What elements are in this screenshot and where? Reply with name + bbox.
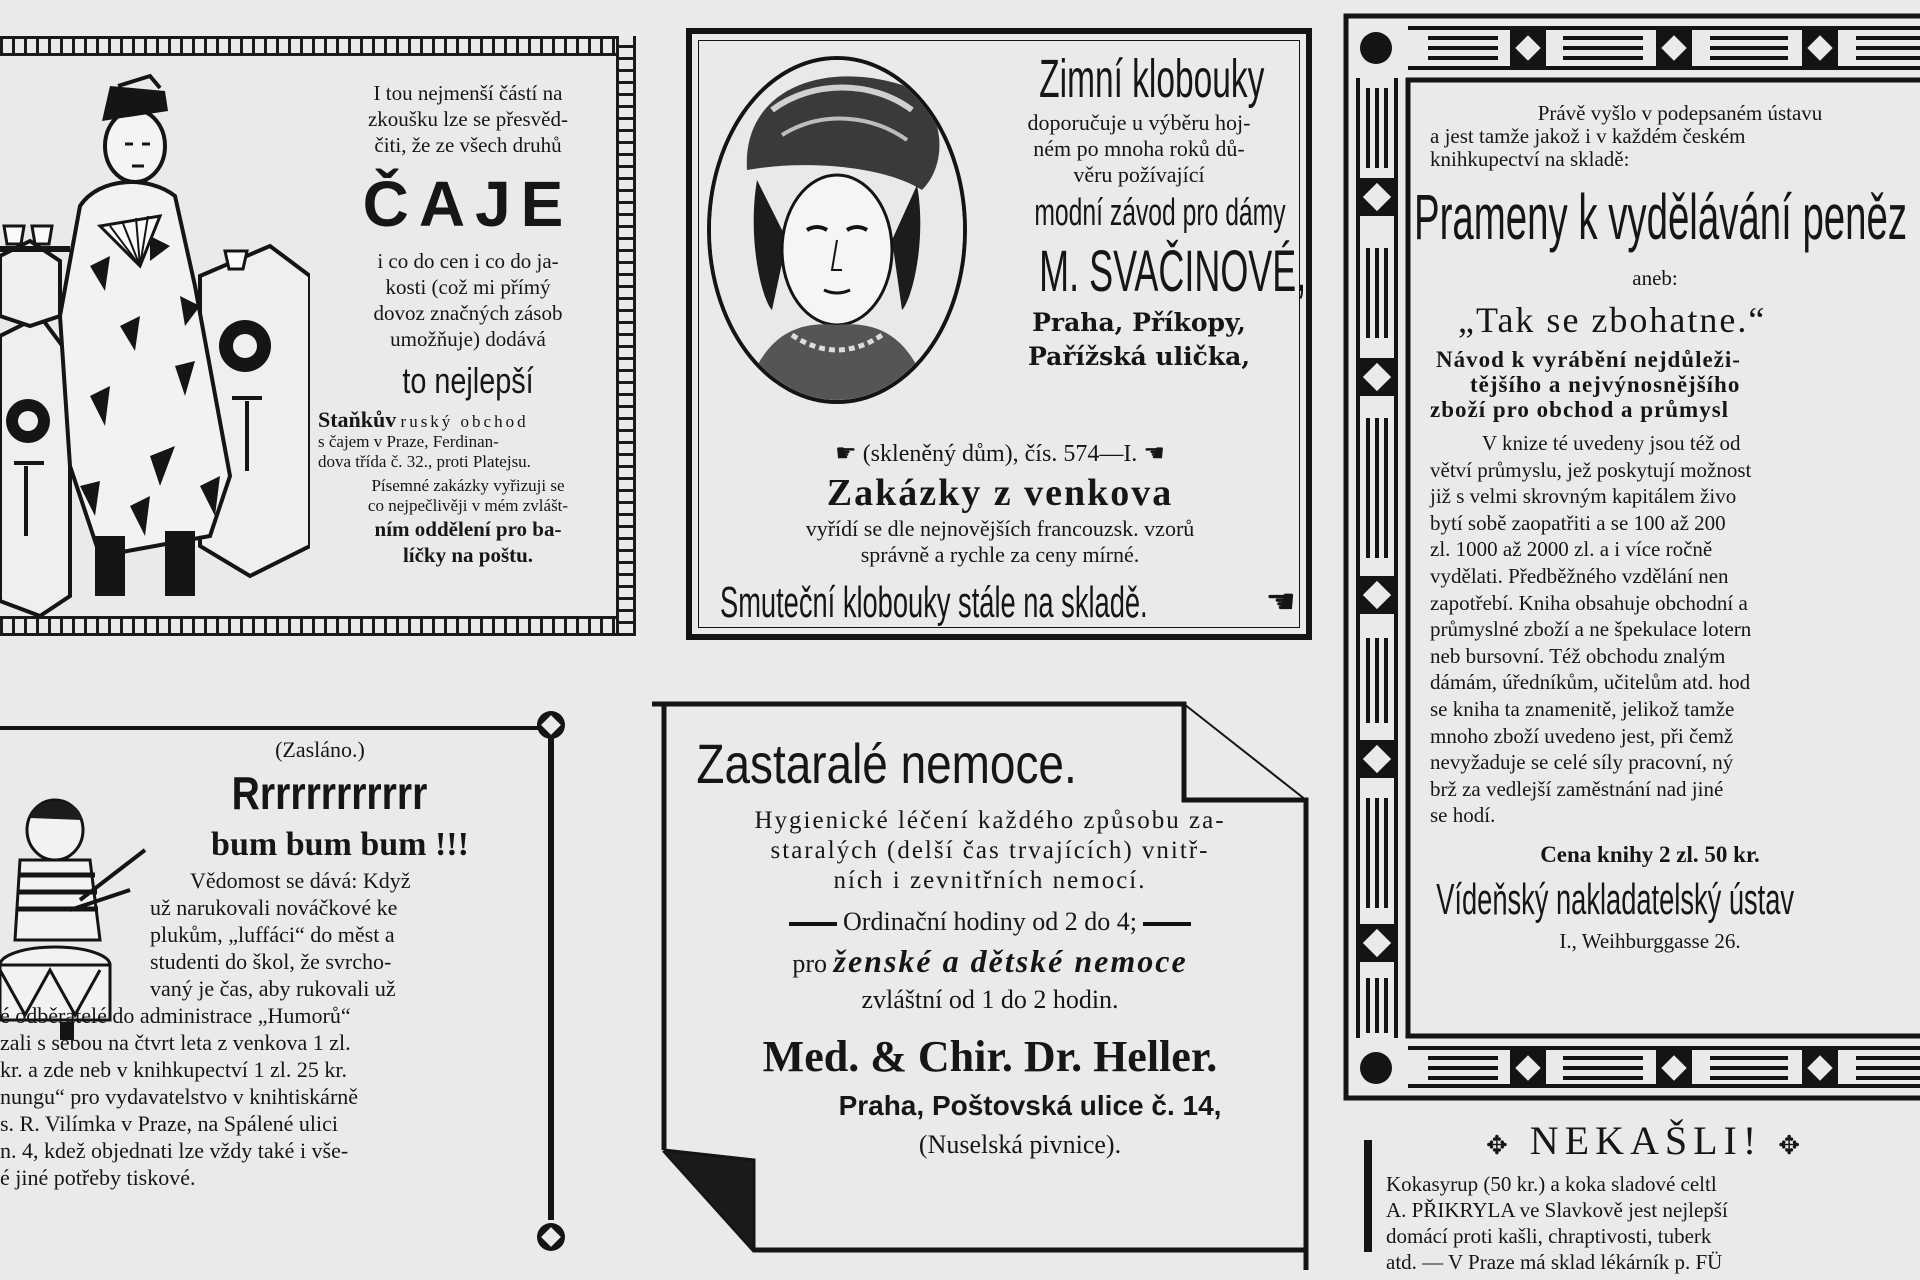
tea-ad-text	[318, 80, 618, 568]
drum-ad-subtitle: bum bum bum !!!	[211, 826, 469, 863]
book-intro-line: knihkupectví na skladě:	[1430, 147, 1630, 171]
tea-shop-line: dova třída č. 32., proti Platejsu.	[318, 452, 531, 471]
book-intro-line: a jest tamže jakož i v každém českém	[1430, 124, 1746, 148]
disease-body-line: ních i zevnitřních nemocí.	[833, 867, 1147, 894]
dash-rule	[789, 922, 837, 926]
drum-ad-side-rule	[548, 720, 554, 1220]
drum-advertisement	[0, 690, 580, 1270]
book-body-line: větví průmyslu, jež poskytují možnost	[1430, 457, 1752, 482]
drum-ad-line: s. R. Vilímka v Praze, na Spálené ulici	[0, 1111, 338, 1136]
tea-body-line: umožňuje) dodává	[390, 327, 546, 351]
book-body-line: nevyžaduje se celé síly pracovní, ný	[1430, 750, 1734, 775]
book-body-line: již s velmi skrovným kapitálem živo	[1430, 484, 1737, 509]
drum-ad-line: studenti do škol, že svrcho-	[150, 949, 392, 974]
corner-ornament-icon	[534, 1220, 568, 1254]
pointing-hand-icon: ☚	[1143, 441, 1165, 467]
greek-key-border-right	[616, 36, 636, 636]
book-title: Prameny k vydělávání peněz	[1414, 181, 1908, 253]
tea-advertisement	[0, 36, 640, 638]
book-publisher-address: I., Weihburggasse 26.	[1559, 928, 1741, 953]
hat-intro-line: ném po mnoha roků dů-	[1033, 136, 1245, 161]
hat-orders-title: Zakázky z venkova	[826, 472, 1174, 514]
book-body-line: průmyslné zboží a ne špekulace lotern	[1430, 617, 1752, 642]
disease-venue: (Nuselská pivnice).	[918, 1130, 1122, 1159]
drum-ad-line: é odběratelé do administrace „Humorů“	[0, 1003, 351, 1028]
drum-ad-line: nungu“ pro vydavatelstvo v knihtiskárně	[0, 1084, 359, 1109]
drum-ad-line: Vědomost se dává: Když	[190, 868, 411, 893]
tea-intro-line: zkoušku lze se přesvěd-	[367, 107, 568, 131]
tea-shop-line: s čajem v Praze, Ferdinan-	[318, 432, 499, 451]
drum-ad-line: n. 4, kdež objednati lze vždy také i vše-	[0, 1138, 349, 1163]
tea-mail-bold-line: ním oddělení pro ba-	[374, 517, 562, 541]
book-subtitle-line: zboží pro obchod a průmysl	[1430, 397, 1730, 422]
tea-body-line: i co do cen i co do ja-	[377, 249, 559, 273]
tea-shop-line: ruský obchod	[400, 412, 529, 431]
book-quote: „Tak se zbohatne.“	[1458, 300, 1767, 340]
tea-merchant-illustration	[0, 66, 310, 626]
tea-shop-name: Staňkův	[318, 407, 397, 432]
tea-best-line: to nejlepší	[402, 360, 534, 401]
book-publisher: Vídeňský nakladatelský ústav	[1436, 874, 1795, 924]
syrup-line: Kokasyrup (50 kr.) a koka sladové celtl	[1386, 1172, 1717, 1196]
ornament-left-icon: ✥	[1485, 1131, 1514, 1160]
book-body-line: neb bursovní. Též obchodu znalým	[1430, 643, 1726, 668]
syrup-line: domácí proti kašli, chraptivosti, tuberk	[1386, 1224, 1712, 1248]
book-body-line: zl. 1000 až 2000 zl. a i více ročně	[1430, 537, 1713, 562]
drum-ad-line: už narukovali nováčkové ke	[150, 895, 398, 920]
hat-address-line: Pařížská ulička,	[1027, 342, 1251, 371]
syrup-title: NEKAŠLI!	[1529, 1118, 1763, 1163]
drum-ad-line: é jiné potřeby tiskové.	[0, 1165, 196, 1190]
book-body-line: V knize té uvedeny jsou též od	[1482, 431, 1741, 455]
hat-advertisement	[680, 18, 1320, 650]
greek-key-border-top	[0, 36, 636, 56]
disease-pro-label: pro	[792, 949, 827, 978]
book-body-line: se kniha ta znamenitě, jelikož tamže	[1430, 696, 1735, 721]
book-body-line: bytí sobě zaopatřiti a se 100 až 200	[1430, 510, 1726, 535]
disease-body-line: staralých (delší čas trvajících) vnitř-	[770, 837, 1210, 864]
hat-owner-name: M. SVAČINOVÉ,	[1039, 239, 1307, 304]
syrup-side-rule	[1364, 1140, 1372, 1252]
book-intro-line: Právě vyšlo v podepsaném ústavu	[1537, 101, 1823, 125]
book-price: Cena knihy 2 zl. 50 kr.	[1540, 841, 1760, 867]
disease-hours: Ordinační hodiny od 2 do 4;	[843, 907, 1137, 936]
hat-intro-line: věru požívající	[1073, 162, 1205, 187]
book-or-label: aneb:	[1632, 266, 1678, 290]
tea-mail-bold-line: líčky na poštu.	[402, 543, 534, 567]
disease-advertisement	[644, 690, 1326, 1270]
hat-mourning-line: Smuteční klobouky stále na skladě.	[720, 578, 1148, 627]
tea-mail-line: co nejpečlivěji v mém zvlášt-	[367, 496, 569, 515]
disease-ad-title: Zastaralé nemoce.	[696, 732, 1077, 795]
hat-orders-line: vyřídí se dle nejnovějších francouzsk. vzorů	[805, 516, 1195, 541]
hat-shop-type: modní závod pro dámy	[1034, 192, 1286, 234]
book-body-line: vydělati. Předběžného vzdělání nen	[1430, 563, 1729, 588]
disease-address: Praha, Poštovská ulice č. 14,	[838, 1090, 1222, 1121]
drum-ad-top-rule	[0, 726, 550, 730]
hat-address-line: Praha, Příkopy,	[1032, 308, 1246, 337]
disease-special: ženské a dětské nemoce	[833, 943, 1188, 979]
tea-intro-line: čiti, že ze všech druhů	[374, 133, 562, 157]
pointing-hand-icon: ☚	[1265, 584, 1296, 621]
book-body-line: mnoho zboží uvedeno jest, při čemž	[1430, 723, 1734, 748]
book-subtitle-line: tějšího a nejvýnosnějšího	[1470, 372, 1741, 397]
tea-body-line: kosti (což mi přímý	[385, 275, 551, 299]
pointing-hand-icon: ☛	[835, 441, 857, 467]
lady-portrait-illustration	[702, 50, 972, 410]
hat-intro-line: doporučuje u výběru hoj-	[1027, 110, 1251, 135]
syrup-advertisement	[1338, 1110, 1920, 1280]
book-subtitle-line: Návod k vyrábění nejdůleži-	[1436, 347, 1741, 372]
book-body-line: se hodí.	[1430, 803, 1496, 828]
drum-ad-title: Rrrrrrrrrrrr	[231, 767, 428, 819]
hat-ad-title: Zimní klobouky	[1039, 49, 1265, 109]
ornament-right-icon: ✥	[1778, 1131, 1806, 1160]
dash-rule	[1143, 922, 1191, 926]
drum-ad-line: vaný je čas, aby rukovali už	[150, 976, 396, 1001]
book-body-line: brž za vedlejší zaměstnání nad jiné	[1430, 776, 1724, 801]
syrup-line: A. PŘIKRYLA ve Slavkově jest nejlepší	[1386, 1198, 1728, 1222]
syrup-line: atd. — V Praze má sklad lékárník p. FÜ	[1386, 1250, 1723, 1274]
disease-special-hours: zvláštní od 1 do 2 hodin.	[861, 985, 1119, 1014]
disease-doctor: Med. & Chir. Dr. Heller.	[762, 1032, 1218, 1081]
book-body-line: dámám, úředníkům, učitelům atd. hod	[1430, 670, 1751, 695]
tea-mail-line: Písemné zakázky vyřizuji se	[371, 476, 565, 495]
disease-body-line: Hygienické léčení každého způsobu za-	[754, 807, 1226, 834]
hat-address-line: (skleněný dům), čís. 574—I.	[862, 441, 1138, 467]
tea-headline: ČAJE	[362, 168, 574, 240]
tea-intro-line: I tou nejmenší částí na	[373, 81, 563, 105]
drum-ad-line: kr. a zde neb v knihkupectví 1 zl. 25 kr.	[0, 1057, 348, 1082]
tea-body-line: dovoz značných zásob	[373, 301, 563, 325]
book-advertisement	[1338, 8, 1920, 1106]
drum-ad-heading: (Zasláno.)	[275, 737, 365, 762]
drum-ad-line: plukům, „luffáci“ do měst a	[150, 922, 395, 947]
drum-ad-line: zali s sebou na čtvrt leta z venkova 1 zl.	[0, 1030, 351, 1055]
book-body-line: zapotřebí. Kniha obsahuje obchodní a	[1430, 590, 1748, 615]
hat-orders-line: správně a rychle za ceny mírné.	[860, 542, 1140, 567]
